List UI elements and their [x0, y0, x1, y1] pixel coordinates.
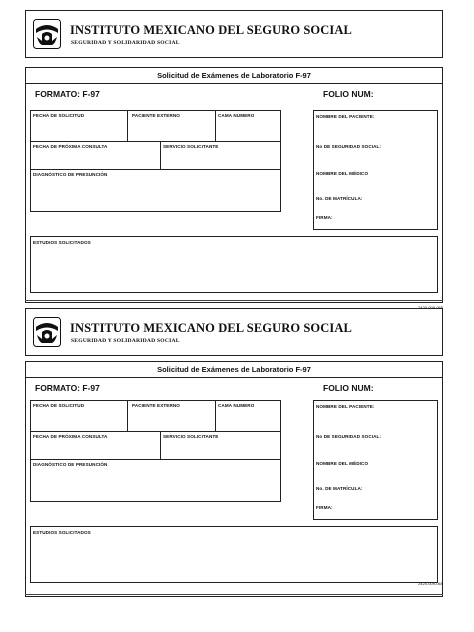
no-seguridad-social-label: No DE SEGURIDAD SOCIAL: — [316, 144, 382, 149]
page-divider — [25, 300, 443, 301]
institution-name: INSTITUTO MEXICANO DEL SEGURO SOCIAL — [70, 321, 352, 335]
servicio-solicitante-label: SERVICIO SOLICITANTE — [163, 434, 219, 439]
formato-label: FORMATO: F-97 — [35, 89, 100, 99]
estudios-label: ESTUDIOS SOLICITADOS — [33, 530, 91, 535]
institution-header — [25, 308, 443, 356]
no-seguridad-social-label: No DE SEGURIDAD SOCIAL: — [316, 434, 382, 439]
fecha-solicitud-field[interactable] — [30, 110, 128, 142]
form-title: Solicitud de Exámenes de Laboratorio F-97 — [157, 71, 311, 80]
folio-label[interactable]: FOLIO NUM: — [323, 383, 374, 393]
firma-label: FIRMA: — [316, 505, 333, 510]
imss-logo-icon — [33, 19, 61, 49]
nombre-paciente-label: NOMBRE DEL PACIENTE: — [316, 114, 375, 119]
institution-tagline: SEGURIDAD Y SOLIDARIDAD SOCIAL — [71, 40, 180, 46]
imss-logo-icon — [33, 317, 61, 347]
paciente-externo-label: PACIENTE EXTERNO — [132, 113, 180, 118]
fecha-solicitud-field[interactable] — [30, 400, 128, 432]
lab-request-form — [25, 67, 443, 303]
fecha-solicitud-label: FECHA DE SOLICITUD — [33, 403, 85, 408]
paciente-externo-field[interactable] — [127, 400, 216, 432]
diagnostico-field[interactable] — [30, 169, 281, 212]
title-divider — [26, 377, 442, 378]
fecha-proxima-field[interactable] — [30, 431, 161, 460]
cama-numero-field[interactable] — [215, 110, 281, 142]
servicio-solicitante-label: SERVICIO SOLICITANTE — [163, 144, 219, 149]
institution-tagline: SEGURIDAD Y SOLIDARIDAD SOCIAL — [71, 338, 180, 344]
servicio-solicitante-field[interactable] — [160, 141, 281, 170]
form-title: Solicitud de Exámenes de Laboratorio F-97 — [157, 365, 311, 374]
diagnostico-field[interactable] — [30, 459, 281, 502]
form-code: 2420-009-065 — [418, 581, 443, 586]
servicio-solicitante-field[interactable] — [160, 431, 281, 460]
institution-name: INSTITUTO MEXICANO DEL SEGURO SOCIAL — [70, 23, 352, 37]
patient-info-box[interactable] — [313, 110, 438, 230]
estudios-label: ESTUDIOS SOLICITADOS — [33, 240, 91, 245]
fecha-proxima-field[interactable] — [30, 141, 161, 170]
nombre-medico-label: NOMBRE DEL MÉDICO — [316, 171, 369, 176]
institution-header — [25, 10, 443, 58]
form-copy-2 — [0, 308, 474, 608]
firma-label: FIRMA: — [316, 215, 333, 220]
cama-numero-label: CAMA NUMERO — [218, 113, 255, 118]
paciente-externo-label: PACIENTE EXTERNO — [132, 403, 180, 408]
folio-label[interactable]: FOLIO NUM: — [323, 89, 374, 99]
fecha-proxima-label: FECHA DE PRÓXIMA CONSULTA — [33, 434, 108, 439]
title-divider — [26, 83, 442, 84]
estudios-solicitados-field[interactable] — [30, 236, 438, 293]
cama-numero-field[interactable] — [215, 400, 281, 432]
no-matricula-label: No. DE MATRÍCULA: — [316, 486, 363, 491]
nombre-medico-label: NOMBRE DEL MÉDICO — [316, 461, 369, 466]
page-divider-bottom — [25, 594, 443, 595]
form-code: 2420-009-065 — [418, 305, 443, 310]
patient-info-box[interactable] — [313, 400, 438, 520]
formato-label: FORMATO: F-97 — [35, 383, 100, 393]
fecha-proxima-label: FECHA DE PRÓXIMA CONSULTA — [33, 144, 108, 149]
cama-numero-label: CAMA NUMERO — [218, 403, 255, 408]
form-copy-1 — [0, 10, 474, 310]
diagnostico-label: DIAGNÓSTICO DE PRESUNCIÓN — [33, 172, 108, 177]
diagnostico-label: DIAGNÓSTICO DE PRESUNCIÓN — [33, 462, 108, 467]
fecha-solicitud-label: FECHA DE SOLICITUD — [33, 113, 85, 118]
paciente-externo-field[interactable] — [127, 110, 216, 142]
nombre-paciente-label: NOMBRE DEL PACIENTE: — [316, 404, 375, 409]
no-matricula-label: No. DE MATRÍCULA: — [316, 196, 363, 201]
estudios-solicitados-field[interactable] — [30, 526, 438, 583]
lab-request-form — [25, 361, 443, 597]
